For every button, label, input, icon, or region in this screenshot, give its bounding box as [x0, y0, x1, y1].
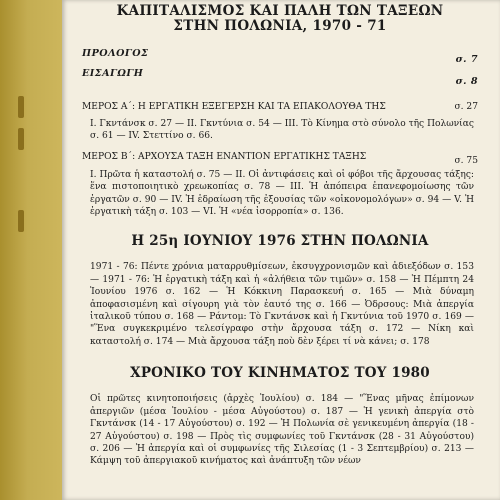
part-a-chapters: Ι. Γκντάνσκ σ. 27 — ΙΙ. Γκντύνια σ. 54 — ΙΙΙ. Τὸ Κίνημα στὸ σύνολο τῆς Πολωνίας σ. 61 — IV. Στεττίνο σ. 66. [90, 119, 474, 142]
prologue-page: σ. 7 [455, 54, 478, 65]
toc-part-b-heading [82, 151, 478, 166]
toc-entry-introduction [82, 68, 478, 87]
part-b-page: σ. 75 [454, 155, 478, 166]
toc-entry-prologue [82, 48, 478, 65]
toc-part-a-heading [82, 101, 478, 113]
introduction-label: ΕΙΣΑΓΩΓΗ [82, 68, 144, 79]
margin-mark [18, 210, 24, 232]
chronicle-1980-contents: Οἱ πρῶτες κινητοποιήσεις (ἀρχὲς Ἰουλίου) σ. 184 — "Ἕνας μῆνας ἐπίμονων ἀπεργιῶν (μέσα Ἰουλίου - μέσα Αὐγούστου) σ. 187 — Ἡ γενικὴ ἀπεργία στὸ Γκντάνσκ (14 - 17 Αὐγούστου) σ. 192 — Ἡ Πολωνία σὲ γενικευμένη ἀπεργία (18 - 27 Αὐγούστου) σ. 198 — Πρὸς τὶς συμφωνίες τοῦ Γκντάνσκ (28 - 31 Αὐγούστου) σ. 206 — Ἡ ἀπεργία καὶ οἱ συμφωνίες τῆς Σιλεσίας (1 - 3 Σεπτεμβρίου) σ. 213 — Κάμψη τοῦ ἀπεργιακοῦ κινήματος καὶ ἀνάπτυξη τῶν νέων [90, 394, 474, 467]
june-1976-contents: 1971 - 76: Πέντε χρόνια ματαρρυθμίσεων, ἐκσυγχρονισμῶν καὶ ἀδιεξόδων σ. 153 — 1971 - 76: Ἡ ἐργατικὴ τάξη καὶ ἡ «ἀλήθεια τῶν τιμῶν» σ. 158 — Ἡ Πέμπτη 24 Ἰουνίου 1976 σ. 162 — Ἡ Κόκκινη Παρασκευή σ. 165 — Μιὰ δύναμη ἀποφασισμένη καὶ σίγουρη γιὰ τὸν ἑαυτό της σ. 166 — Ὀδρσους: Μιὰ ἀπεργία ἰταλικοῦ τύπου σ. 168 — Ράντομ: Τὸ Γκντάνσκ καὶ ἡ Γκντύνια τοῦ 1970 σ. 169 — "Ἕνα συγκεκριμένο τελεσίγραφο στὴν ἄρχουσα τάξη σ. 172 — Νίκη καὶ καταστολή σ. 174 — Μιὰ ἄρχουσα τάξη ποὺ δὲν ξέρει τί νὰ κάνει; σ. 178 [90, 262, 474, 347]
title-line-1: ΚΑΠΙΤΑΛΙΣΜΟΣ ΚΑΙ ΠΑΛΗ ΤΩΝ ΤΑΞΕΩΝ [116, 3, 444, 19]
introduction-page: σ. 8 [455, 76, 478, 87]
part-b-chapters: Ι. Πρῶτα ἡ καταστολή σ. 75 — ΙΙ. Οἱ ἀντιφάσεις καὶ οἱ φόβοι τῆς ἄρχουσας τάξης: ἕνα πιστοποιητικὸ χρεωκοπίας σ. 78 — ΙΙΙ. Ἡ ἀπόπειρα ἐπανεφομοίωσης τῶν ἐργατῶν σ. 90 — IV. Ἡ ἑδραίωση τῆς ἐξουσίας τῶν «οἰκονομολόγων» σ. 94 — V. Ἡ ἐργατικὴ τάξη σ. 103 — VI. Ἡ «νέα ἰσορροπία» σ. 136. [90, 169, 474, 218]
part-b-label: ΜΕΡΟΣ Β΄: ΑΡΧΟΥΣΑ ΤΑΞΗ ΕΝΑΝΤΙΟΝ ΕΡΓΑΤΙΚΗΣ ΤΑΞΗΣ [82, 151, 367, 162]
margin-mark [18, 128, 24, 150]
table-of-contents [82, 0, 478, 468]
title-line-2: ΣΤΗΝ ΠΟΛΩΝΙΑ, 1970 - 71 [173, 18, 387, 34]
section-title-chronicle-1980: ΧΡΟΝΙΚΟ ΤΟΥ ΚΙΝΗΜΑΤΟΣ ΤΟΥ 1980 [130, 365, 430, 382]
part-a-label: ΜΕΡΟΣ Α΄: Η ΕΡΓΑΤΙΚΗ ΕΞΕΓΕΡΣΗ ΚΑΙ ΤΑ ΕΠΑΚΟΛΟΥΘΑ ΤΗΣ [82, 102, 386, 112]
adjacent-page-edge [0, 0, 62, 500]
part-a-page: σ. 27 [454, 102, 478, 112]
document-page [62, 0, 500, 500]
margin-mark [18, 96, 24, 118]
section-title-june-1976: Η 25η ΙΟΥΝΙΟΥ 1976 ΣΤΗΝ ΠΟΛΩΝΙΑ [131, 233, 429, 250]
prologue-label: ΠΡΟΛΟΓΟΣ [82, 48, 149, 59]
